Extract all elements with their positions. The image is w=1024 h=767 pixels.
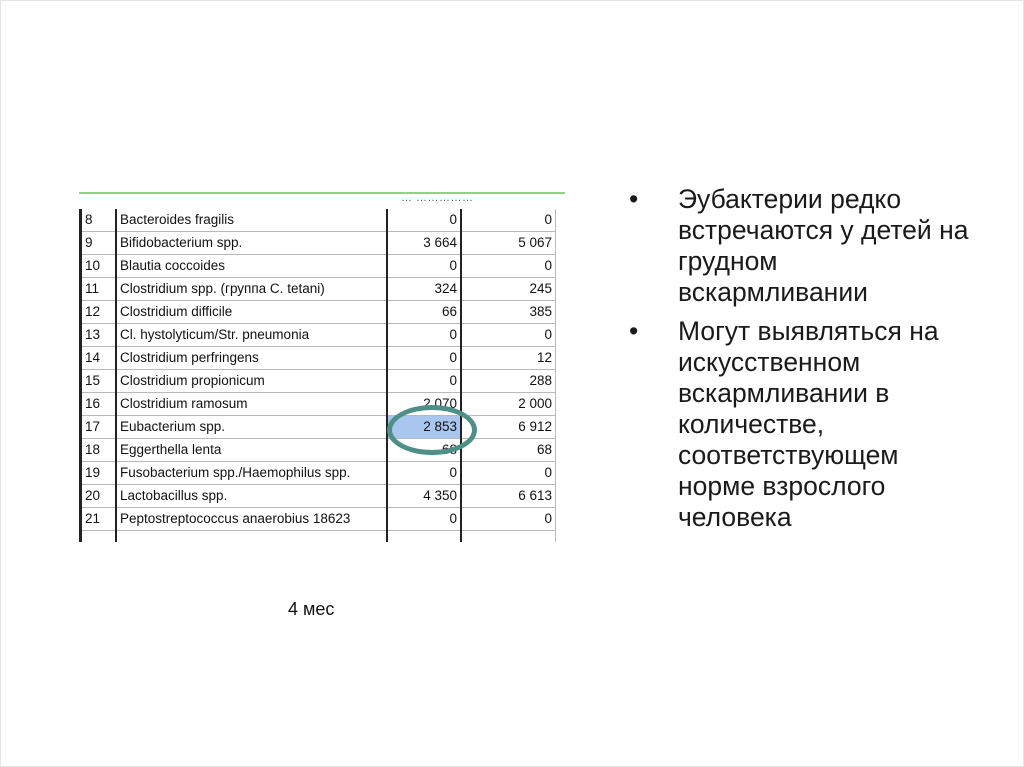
row-number-cell: 12	[81, 301, 117, 324]
table-row	[81, 370, 556, 393]
row-number-cell: 15	[81, 370, 117, 393]
value-cell-2: 0	[461, 209, 556, 232]
bullet-text: Могут выявляться на искусственном вскармливании в количестве, соответствующем норме взрослого человека	[678, 316, 939, 532]
table-row	[81, 301, 556, 324]
value-cell-1: 0	[387, 255, 461, 278]
table-row-tail	[81, 531, 556, 543]
value-cell-2: 0	[461, 462, 556, 485]
table-header-fragment: … ……………	[401, 192, 474, 204]
bacteria-name-cell: Clostridium propionicum	[116, 370, 387, 393]
value-cell-1: 0	[387, 324, 461, 347]
table-row	[81, 439, 556, 462]
value-cell-2: 6 613	[461, 485, 556, 508]
bullet-item	[629, 184, 969, 308]
value-cell-2: 245	[461, 278, 556, 301]
bacteria-name-cell: Blautia coccoides	[116, 255, 387, 278]
value-cell-2: 68	[461, 439, 556, 462]
bacteria-name-cell: Bacteroides fragilis	[116, 209, 387, 232]
value-cell-2: 0	[461, 508, 556, 531]
bacteria-table	[79, 209, 556, 542]
tail-cell	[116, 531, 387, 543]
value-cell-1: 0	[387, 209, 461, 232]
value-cell-1: 0	[387, 508, 461, 531]
value-cell-2: 6 912	[461, 416, 556, 439]
table-row	[81, 347, 556, 370]
value-cell-1: 3 664	[387, 232, 461, 255]
value-cell-2: 12	[461, 347, 556, 370]
tail-cell	[81, 531, 117, 543]
bacteria-name-cell: Bifidobacterium spp.	[116, 232, 387, 255]
row-number-cell: 8	[81, 209, 117, 232]
row-number-cell: 18	[81, 439, 117, 462]
value-cell-1: 68	[387, 439, 461, 462]
value-cell-1: 0	[387, 462, 461, 485]
table-row	[81, 278, 556, 301]
tail-cell	[461, 531, 556, 543]
value-cell-1: 2 070	[387, 393, 461, 416]
table-row	[81, 255, 556, 278]
table-header-strip	[79, 192, 565, 208]
bullet-text: Эубактерии редко встречаются у детей на грудном вскармливании	[678, 184, 969, 307]
value-cell-2: 2 000	[461, 393, 556, 416]
value-cell-2: 0	[461, 324, 556, 347]
value-cell-1: 324	[387, 278, 461, 301]
table-row	[81, 416, 556, 439]
bacteria-name-cell: Fusobacterium spp./Haemophilus spp.	[116, 462, 387, 485]
value-cell-1: 4 350	[387, 485, 461, 508]
value-cell-2: 0	[461, 255, 556, 278]
tail-cell	[387, 531, 461, 543]
bacteria-name-cell: Clostridium ramosum	[116, 393, 387, 416]
row-number-cell: 14	[81, 347, 117, 370]
row-number-cell: 9	[81, 232, 117, 255]
row-number-cell: 19	[81, 462, 117, 485]
bacteria-name-cell: Lactobacillus spp.	[116, 485, 387, 508]
table-row	[81, 462, 556, 485]
bacteria-name-cell: Clostridium difficile	[116, 301, 387, 324]
bacteria-name-cell: Clostridium perfringens	[116, 347, 387, 370]
value-cell-2: 385	[461, 301, 556, 324]
value-cell-1: 66	[387, 301, 461, 324]
bullet-dot-icon: •	[629, 184, 639, 214]
row-number-cell: 10	[81, 255, 117, 278]
table-row	[81, 393, 556, 416]
value-cell-2: 5 067	[461, 232, 556, 255]
table-caption: 4 мес	[288, 599, 335, 619]
table-row	[81, 324, 556, 347]
value-cell-1: 0	[387, 370, 461, 393]
bullet-list	[629, 184, 969, 541]
bullet-item	[629, 316, 969, 533]
bacteria-name-cell: Peptostreptococcus anaerobius 18623	[116, 508, 387, 531]
bacteria-table-image	[79, 192, 565, 542]
value-cell-1: 0	[387, 347, 461, 370]
row-number-cell: 20	[81, 485, 117, 508]
row-number-cell: 21	[81, 508, 117, 531]
row-number-cell: 11	[81, 278, 117, 301]
bacteria-name-cell: Cl. hystolyticum/Str. pneumonia	[116, 324, 387, 347]
row-number-cell: 16	[81, 393, 117, 416]
bacteria-name-cell: Eubacterium spp.	[116, 416, 387, 439]
row-number-cell: 13	[81, 324, 117, 347]
table-row	[81, 485, 556, 508]
table-row	[81, 209, 556, 232]
table-row	[81, 232, 556, 255]
bacteria-name-cell: Clostridium spp. (группа C. tetani)	[116, 278, 387, 301]
bullet-dot-icon: •	[629, 316, 639, 346]
row-number-cell: 17	[81, 416, 117, 439]
value-cell-1: 2 853	[387, 416, 461, 439]
bacteria-name-cell: Eggerthella lenta	[116, 439, 387, 462]
value-cell-2: 288	[461, 370, 556, 393]
table-row	[81, 508, 556, 531]
